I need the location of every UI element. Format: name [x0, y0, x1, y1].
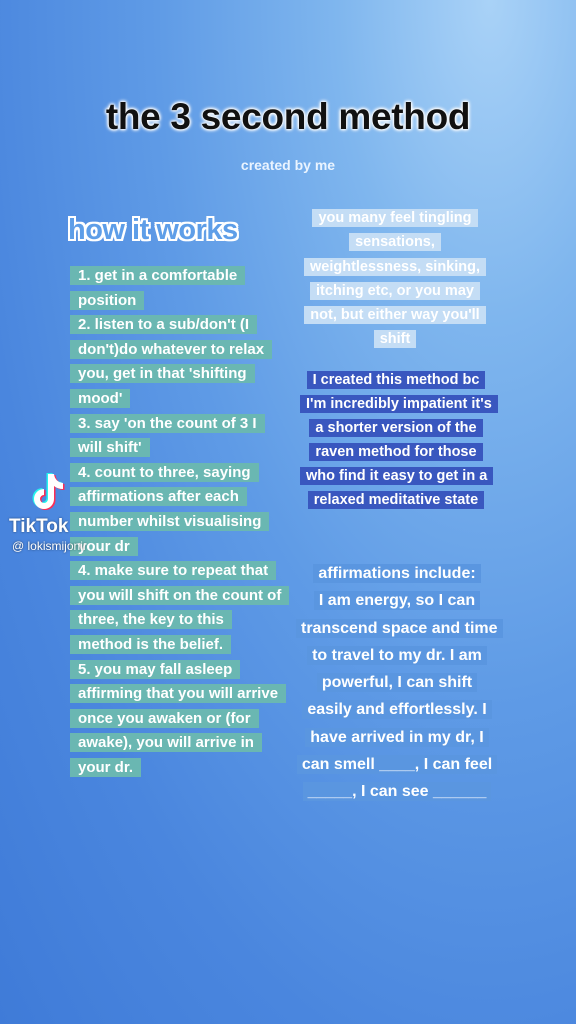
step-item: 4. make sure to repeat that you will shift on the count of three, the key to this method is the belief.: [70, 561, 289, 654]
sensations-note: [300, 206, 490, 352]
step-item: 3. say 'on the count of 3 I will shift': [70, 414, 265, 458]
step-item: 1. get in a comfortable position: [70, 266, 245, 310]
tiktok-brand: TikTok: [9, 516, 69, 537]
step-item: 2. listen to a sub/don't (I don't)do whatever to relax you, get in that 'shifting mood': [70, 315, 272, 408]
page-title: the 3 second method: [105, 96, 471, 137]
step-item: 4. count to three, saying affirmations after each number whilst visualising your dr: [70, 463, 269, 556]
steps-list: [70, 264, 282, 780]
tiktok-username: @ lokismijonir: [12, 539, 87, 553]
creator-note-text: I created this method bc I'm incredibly impatient it's a shorter version of the raven method for those who find it easy to get in a relaxed meditative state: [300, 371, 498, 509]
section-heading: how it works: [68, 214, 238, 246]
affirmations-block: [296, 560, 498, 806]
affirmations-text: I am energy, so I can transcend space and time to travel to my dr. I am powerful, I can shift easily and effortlessly. I have arrived in my dr, I can smell ____, I can feel _____, I can see ______: [296, 591, 503, 801]
affirmations-heading: affirmations include:: [313, 564, 480, 583]
creator-note: [300, 368, 492, 512]
sensations-note-text: you many feel tingling sensations, weightlessness, sinking, itching etc, or you may not, but either way you'll shift: [304, 209, 486, 348]
page-subtitle: created by me: [240, 157, 336, 173]
step-item: 5. you may fall asleep affirming that you will arrive once you awaken or (for awake), you will arrive in your dr.: [70, 660, 286, 777]
tiktok-logo-icon: [26, 470, 66, 514]
